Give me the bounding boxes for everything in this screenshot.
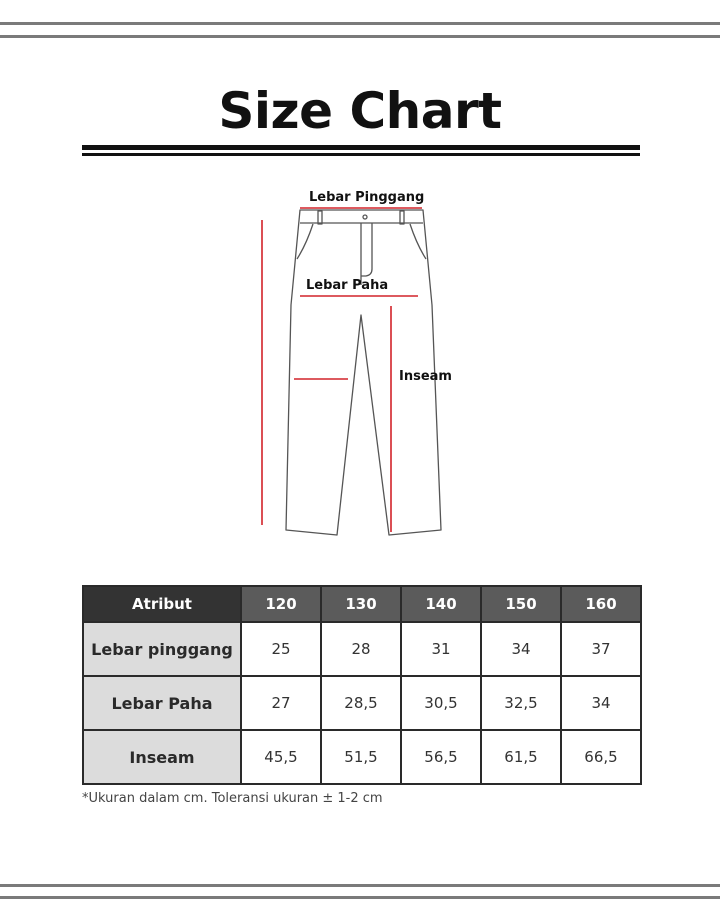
table-row xyxy=(83,622,641,676)
table-cell: 34 xyxy=(481,622,561,676)
pocket-left xyxy=(297,224,313,259)
table-cell: 30,5 xyxy=(401,676,481,730)
pocket-right xyxy=(410,224,426,259)
top-border-line-2 xyxy=(0,35,720,38)
waist-label: Lebar Pinggang xyxy=(309,190,425,205)
title-rule-thin xyxy=(82,153,640,156)
table-cell: 51,5 xyxy=(321,730,401,784)
row-label: Inseam xyxy=(83,730,241,784)
table-cell: 32,5 xyxy=(481,676,561,730)
inseam-label: Inseam xyxy=(399,369,452,384)
table-cell: 61,5 xyxy=(481,730,561,784)
column-header: 150 xyxy=(481,586,561,622)
column-header: 140 xyxy=(401,586,481,622)
pants-illustration xyxy=(0,175,720,545)
table-cell: 25 xyxy=(241,622,321,676)
table-cell: 34 xyxy=(561,676,641,730)
row-label: Lebar pinggang xyxy=(83,622,241,676)
belt-loop-right xyxy=(400,211,404,224)
fly-stitch xyxy=(361,223,372,276)
tolerance-note: *Ukuran dalam cm. Toleransi ukuran ± 1-2 cm xyxy=(82,791,383,806)
table-row xyxy=(83,676,641,730)
table-cell: 56,5 xyxy=(401,730,481,784)
pants-diagram xyxy=(0,175,720,545)
thigh-label: Lebar Paha xyxy=(306,278,389,293)
column-header: 120 xyxy=(241,586,321,622)
top-border-line-1 xyxy=(0,22,720,25)
table-cell: 27 xyxy=(241,676,321,730)
table-cell: 28,5 xyxy=(321,676,401,730)
waist-button xyxy=(363,215,367,219)
table-header-row xyxy=(83,586,641,622)
table-cell: 66,5 xyxy=(561,730,641,784)
table-cell: 28 xyxy=(321,622,401,676)
belt-loop-left xyxy=(318,211,322,224)
bottom-border-line-1 xyxy=(0,884,720,887)
table-cell: 45,5 xyxy=(241,730,321,784)
title-rule-thick xyxy=(82,145,640,150)
table-row xyxy=(83,730,641,784)
page-title: Size Chart xyxy=(218,82,502,140)
column-header: Atribut xyxy=(83,586,241,622)
size-table xyxy=(82,585,642,785)
column-header: 160 xyxy=(561,586,641,622)
bottom-border-line-2 xyxy=(0,896,720,899)
table-cell: 31 xyxy=(401,622,481,676)
row-label: Lebar Paha xyxy=(83,676,241,730)
column-header: 130 xyxy=(321,586,401,622)
table-cell: 37 xyxy=(561,622,641,676)
